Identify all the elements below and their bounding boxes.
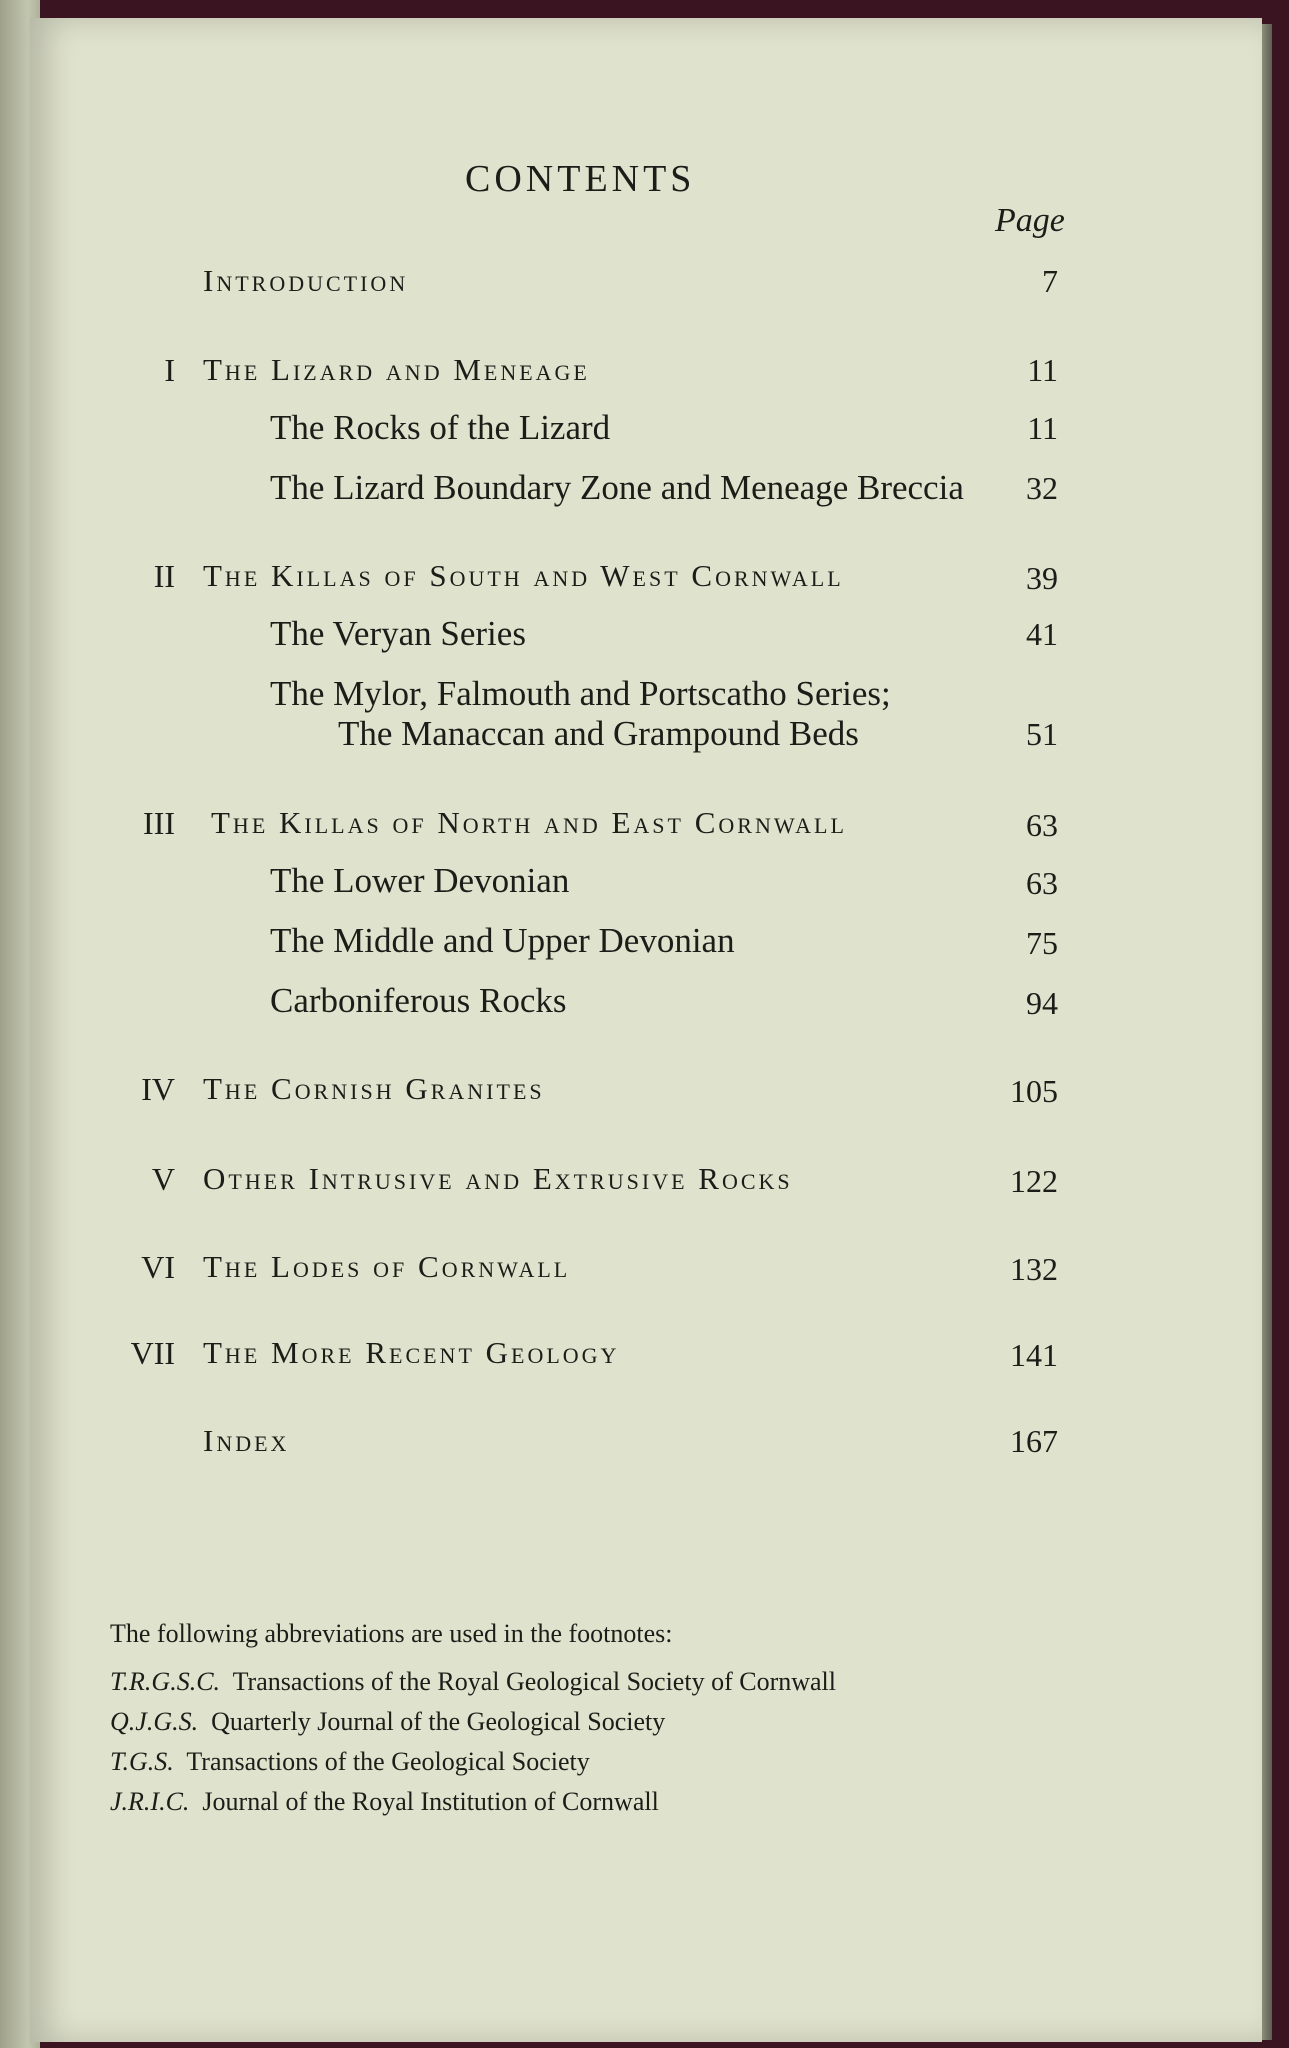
toc-ch1-sub2: The Lizard Boundary Zone and Meneage Breccia xyxy=(270,468,964,507)
toc-ch2-numeral: II xyxy=(153,558,175,594)
toc-ch5-numeral: V xyxy=(151,1161,175,1197)
toc-ch3-title: The Killas of North and East Cornwall xyxy=(211,805,847,840)
book-page xyxy=(30,18,1262,2042)
toc-ch2-sub2-line1: The Mylor, Falmouth and Portscatho Series; xyxy=(270,674,891,713)
footnote-item xyxy=(110,1787,659,1817)
toc-ch7-page: 141 xyxy=(1010,1337,1058,1373)
toc-ch2-sub1-page: 41 xyxy=(1026,616,1058,652)
toc-ch1-page: 11 xyxy=(1027,352,1058,388)
footnote-text: Journal of the Royal Institution of Cornwall xyxy=(202,1787,659,1816)
contents-title: CONTENTS xyxy=(465,158,696,200)
footnote-text: Quarterly Journal of the Geological Society xyxy=(211,1707,666,1736)
toc-index: Index xyxy=(203,1423,290,1458)
footnote-item xyxy=(110,1667,836,1697)
toc-ch2-sub1: The Veryan Series xyxy=(270,614,526,653)
page-edge xyxy=(1262,24,1272,2040)
footnote-abbr: T.R.G.S.C. xyxy=(110,1667,221,1696)
toc-ch3-sub1: The Lower Devonian xyxy=(270,861,570,900)
toc-ch1-sub1-page: 11 xyxy=(1027,410,1058,446)
toc-ch4-title: The Cornish Granites xyxy=(203,1071,545,1106)
toc-ch2-sub2-page: 51 xyxy=(1026,716,1058,752)
toc-ch3-sub1-page: 63 xyxy=(1026,865,1058,901)
toc-ch1-sub2-page: 32 xyxy=(1026,470,1058,506)
toc-ch3-numeral: III xyxy=(143,805,175,841)
toc-ch5-title: Other Intrusive and Extrusive Rocks xyxy=(203,1161,793,1196)
toc-ch3-sub3-page: 94 xyxy=(1026,985,1058,1021)
footnote-item xyxy=(110,1747,590,1777)
toc-ch7-numeral: VII xyxy=(130,1335,175,1371)
footnote-text: Transactions of the Royal Geological Society of Cornwall xyxy=(232,1667,836,1696)
toc-ch2-title: The Killas of South and West Cornwall xyxy=(203,558,844,593)
toc-ch6-numeral: VI xyxy=(141,1249,175,1285)
toc-ch3-sub3: Carboniferous Rocks xyxy=(270,981,567,1020)
footnote-abbr: T.G.S. xyxy=(110,1747,174,1776)
toc-ch7-title: The More Recent Geology xyxy=(203,1335,620,1370)
toc-ch4-numeral: IV xyxy=(141,1071,175,1107)
toc-introduction: Introduction xyxy=(203,263,409,298)
footnote-item xyxy=(110,1707,665,1737)
footnote-text: Transactions of the Geological Society xyxy=(186,1747,590,1776)
toc-ch2-page: 39 xyxy=(1026,560,1058,596)
toc-ch2-sub2-line2: The Manaccan and Grampound Beds xyxy=(338,714,859,753)
toc-ch3-sub2: The Middle and Upper Devonian xyxy=(270,921,735,960)
toc-ch1-title: The Lizard and Meneage xyxy=(203,352,590,387)
footnote-intro: The following abbreviations are used in the footnotes: xyxy=(110,1619,673,1648)
toc-index-page: 167 xyxy=(1010,1423,1058,1459)
toc-ch1-numeral: I xyxy=(164,352,175,388)
page-column-heading: Page xyxy=(995,202,1065,239)
toc-ch6-title: The Lodes of Cornwall xyxy=(203,1249,571,1284)
toc-introduction-page: 7 xyxy=(1042,263,1058,299)
footnote-abbr: Q.J.G.S. xyxy=(110,1707,199,1736)
footnote-abbr: J.R.I.C. xyxy=(110,1787,190,1816)
toc-ch1-sub1: The Rocks of the Lizard xyxy=(270,408,611,447)
toc-ch3-sub2-page: 75 xyxy=(1026,925,1058,961)
toc-ch6-page: 132 xyxy=(1010,1251,1058,1287)
toc-ch4-page: 105 xyxy=(1010,1073,1058,1109)
toc-ch5-page: 122 xyxy=(1010,1163,1058,1199)
toc-ch3-page: 63 xyxy=(1026,807,1058,843)
